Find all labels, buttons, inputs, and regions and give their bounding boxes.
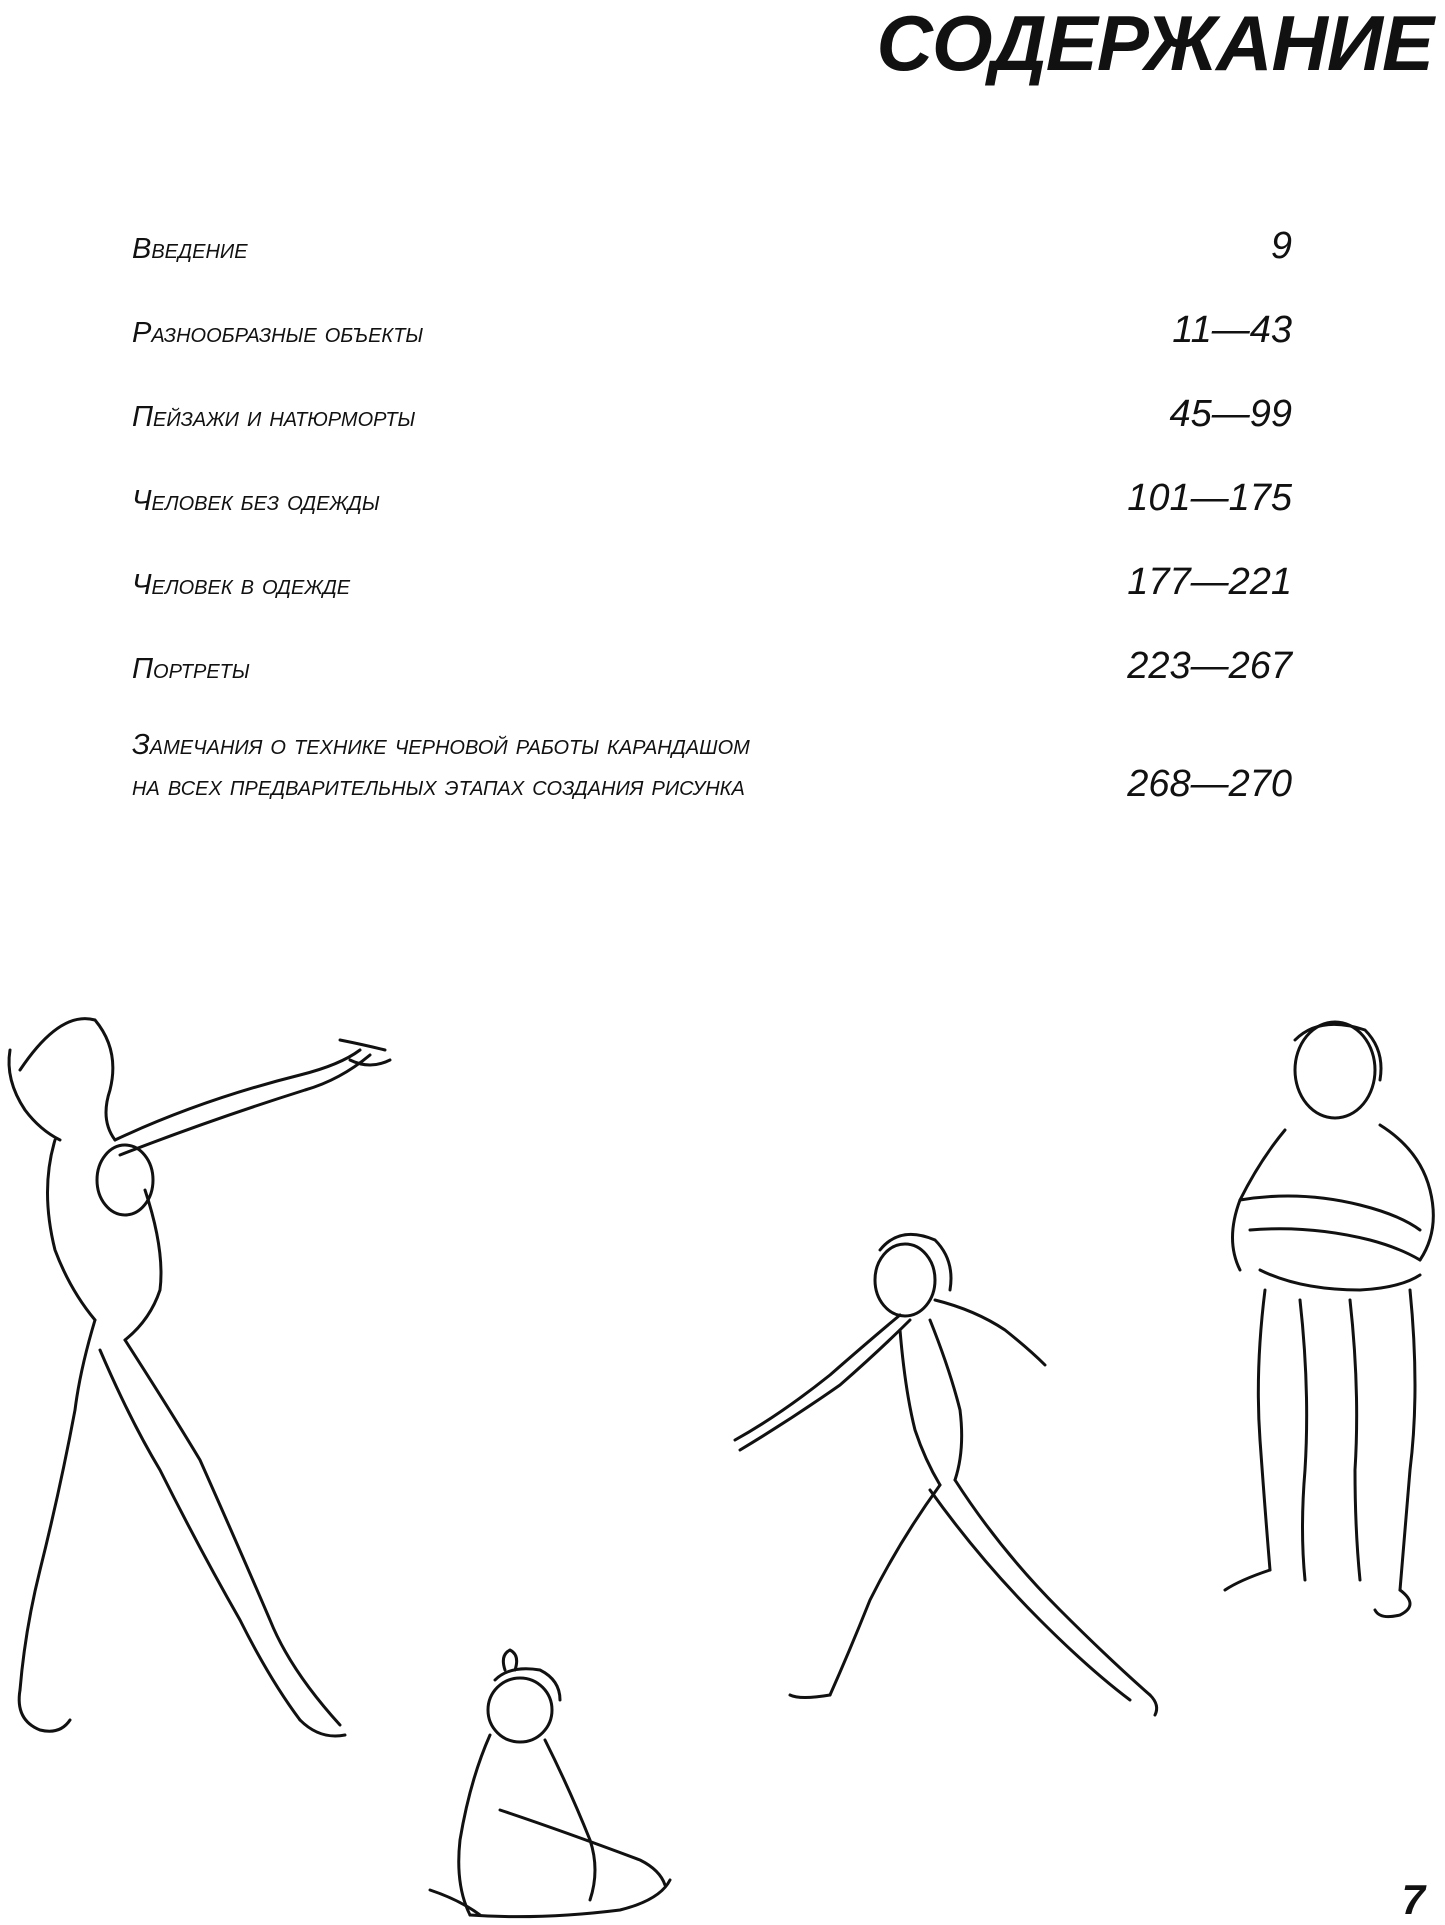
toc-entry-pages: 223—267 — [1127, 645, 1292, 687]
toc-entry-clothed-figure[interactable] — [132, 546, 1292, 630]
dancer-sketch — [9, 1019, 390, 1736]
figure-sketches — [0, 990, 1445, 1925]
page-number: 7 — [1401, 1876, 1425, 1923]
toc-entry-landscapes[interactable] — [132, 378, 1292, 462]
page-title: СОДЕРЖАНИЕ — [876, 0, 1433, 87]
toc-entry-pages: 268—270 — [1127, 763, 1292, 805]
toc-entry-pages: 45—99 — [1169, 393, 1292, 435]
toc-entry-introduction[interactable] — [132, 210, 1292, 294]
toc-entry-pages: 101—175 — [1127, 477, 1292, 519]
standing-man-sketch — [1225, 1022, 1433, 1617]
toc-entry-portraits[interactable] — [132, 630, 1292, 714]
toc-entry-nude-figure[interactable] — [132, 462, 1292, 546]
toc-entry-various-objects[interactable] — [132, 294, 1292, 378]
toc-entry-pages: 177—221 — [1127, 561, 1292, 603]
seated-child-sketch — [430, 1650, 670, 1917]
lunging-figure-sketch — [735, 1234, 1157, 1715]
table-of-contents — [132, 210, 1292, 834]
toc-entry-label: Человек без одежды — [132, 485, 380, 517]
toc-entry-pages: 11—43 — [1172, 309, 1292, 351]
toc-entry-pencil-technique[interactable] — [132, 714, 1292, 834]
toc-entry-label: Человек в одежде — [132, 569, 351, 601]
toc-entry-label: Разнообразные объекты — [132, 317, 424, 349]
toc-entry-pages: 9 — [1270, 225, 1292, 267]
toc-entry-label-line1: Замечания о технике черновой работы карандашом — [132, 729, 750, 761]
toc-entry-label: Введение — [132, 233, 248, 265]
toc-entry-label-line2: на всех предварительных этапах создания рисунка — [132, 769, 745, 802]
toc-entry-label — [132, 728, 750, 804]
toc-entry-label: Портреты — [132, 653, 250, 685]
toc-entry-label: Пейзажи и натюрморты — [132, 401, 416, 433]
